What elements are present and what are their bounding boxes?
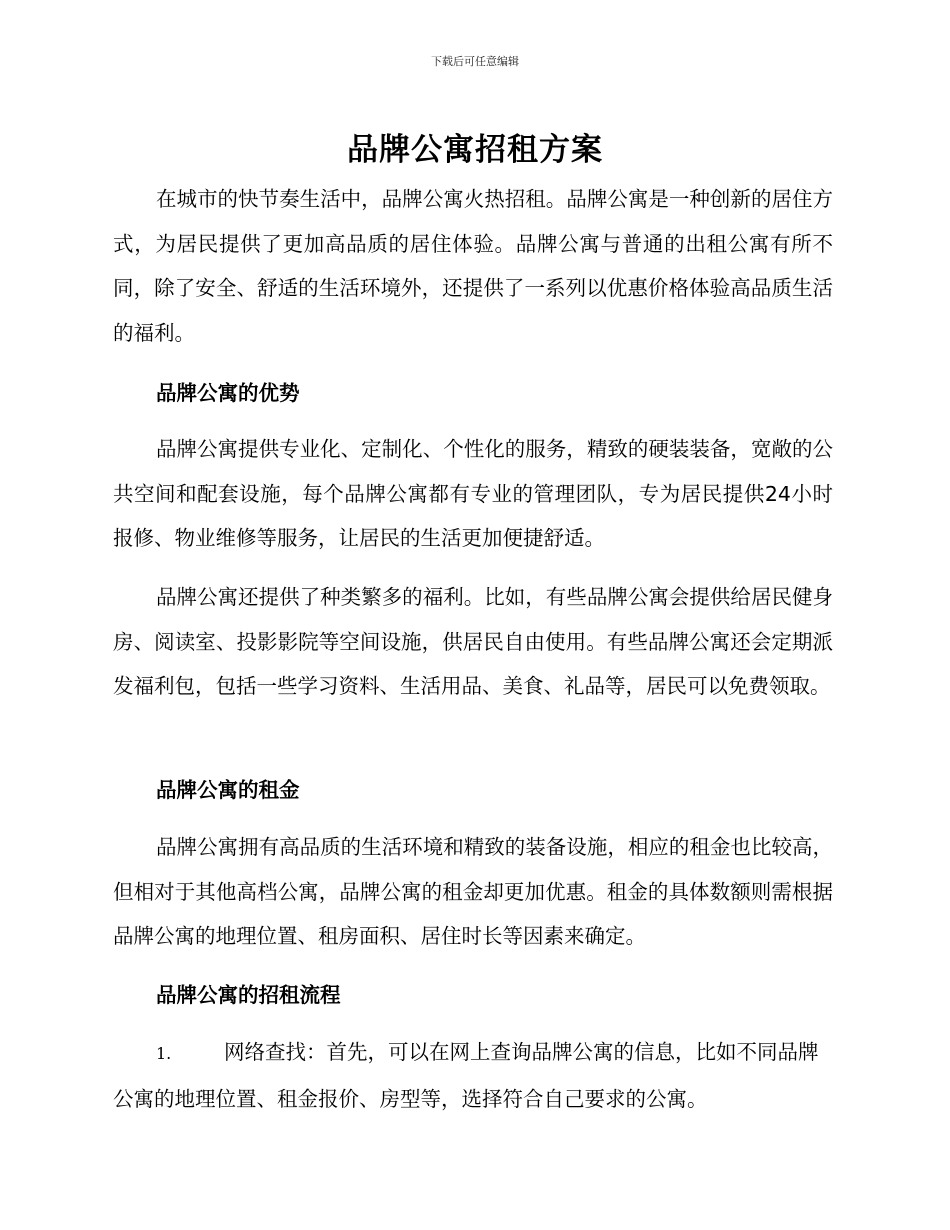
advantages-paragraph-1: 品牌公寓提供专业化、定制化、个性化的服务，精致的硬装装备，宽敞的公共空间和配套设施，每个品牌公寓都有专业的管理团队，专为居民提供24小时报修、物业维修等服务，让居民的生活更加便捷舒适。 [113,437,833,550]
section-heading-process: 品牌公寓的招租流程 [156,983,341,1007]
advantages-paragraph-2: 品牌公寓还提供了种类繁多的福利。比如，有些品牌公寓会提供给居民健身房、阅读室、投影影院等空间设施，供居民自由使用。有些品牌公寓还会定期派发福利包，包括一些学习资料、生活用品、美食、礼品等，居民可以免费领取。 [113,585,833,698]
intro-paragraph: 在城市的快节奏生活中，品牌公寓火热招租。品牌公寓是一种创新的居住方式，为居民提供了更加高品质的居住体验。品牌公寓与普通的出租公寓有所不同，除了安全、舒适的生活环境外，还提供了一系列以优惠价格体验高品质生活的福利。 [113,187,833,345]
header-note: 下载后可任意编辑 [431,55,519,68]
document-title: 品牌公寓招租方案 [347,132,603,168]
list-item-text: 网络查找：首先，可以在网上查询品牌公寓的信息，比如不同品牌公寓的地理位置、租金报价、房型等，选择符合自己要求的公寓。 [113,1040,819,1111]
process-list-item [113,1030,833,1121]
section-heading-rent: 品牌公寓的租金 [156,778,300,802]
section-heading-advantages: 品牌公寓的优势 [156,381,300,405]
rent-paragraph: 品牌公寓拥有高品质的生活环境和精致的装备设施，相应的租金也比较高，但相对于其他高档公寓，品牌公寓的租金却更加优惠。租金的具体数额则需根据品牌公寓的地理位置、租房面积、居住时长等因素来确定。 [113,835,833,948]
list-item-number: 1. [156,1044,172,1063]
